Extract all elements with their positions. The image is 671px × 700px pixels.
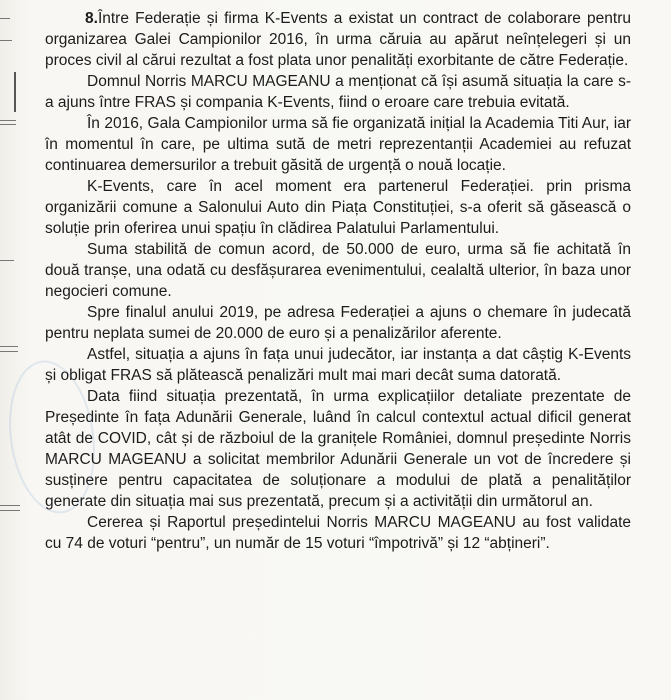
document-body xyxy=(45,8,631,554)
paragraph: K-Events, care în acel moment era partenerul Federației. prin prisma organizării comune a Salonului Auto din Piața Constituției, s-a oferit să găsească o soluție prin oferirea unui spațiu în clădirea Palatului Parlamentului. xyxy=(45,178,631,237)
binding-margin xyxy=(0,0,22,700)
paragraph: Cererea și Raportul președintelui Norris MARCU MAGEANU au fost validate cu 74 de voturi “pentru”, un număr de 15 voturi “împotrivă” și 12 “abțineri”. xyxy=(45,514,631,552)
paragraph-text: Între Federație și firma K-Events a existat un contract de colaborare pentru organizarea Galei Campionilor 2016, în urma căruia au apărut neînțelegeri și un proces civil al cărui rezultat a fost plata unor penalități exorbitante de către Federație. xyxy=(45,10,631,69)
paragraph: Domnul Norris MARCU MAGEANU a menționat că își asumă situația la care s-a ajuns între FRAS și compania K-Events, fiind o eroare care trebuia evitată. xyxy=(45,73,631,111)
paragraph: În 2016, Gala Campionilor urma să fie organizată inițial la Academia Titi Aur, iar în momentul în care, pe ultima sută de metri reprezentanții Academiei au refuzat continuarea demersurilor a trebuit găsită de urgență o nouă locație. xyxy=(45,115,631,174)
paragraph: Data fiind situația prezentată, în urma explicațiilor detaliate prezentate de Președinte în fața Adunării Generale, luând în calcul contextul actual dificil generat atât de COVID, cât și de războiul de la granițele României, domnul președinte Norris MARCU MAGEANU a solicitat membrilor Adunării Generale un vot de încredere și susținere pentru capacitatea de soluționare a modului de plată a penalităților generate din situația mai sus prezentată, precum și a activității din următorul an. xyxy=(45,388,631,510)
paragraph: Suma stabilită de comun acord, de 50.000 de euro, urma să fie achitată în două tranșe, una odată cu desfășurarea evenimentului, cealaltă ulterior, în baza unor negocieri comune. xyxy=(45,241,631,300)
paragraph: Astfel, situația a ajuns în fața unui judecător, iar instanța a dat câștig K-Events și obligat FRAS să plătească penalizări mult mai mari decât suma datorată. xyxy=(45,346,631,384)
paragraph-8 xyxy=(45,8,631,71)
paragraph-number: 8. xyxy=(85,10,98,27)
paragraph: Spre finalul anului 2019, pe adresa Federației a ajuns o chemare în judecată pentru neplata sumei de 20.000 de euro și a penalizărilor aferente. xyxy=(45,304,631,342)
